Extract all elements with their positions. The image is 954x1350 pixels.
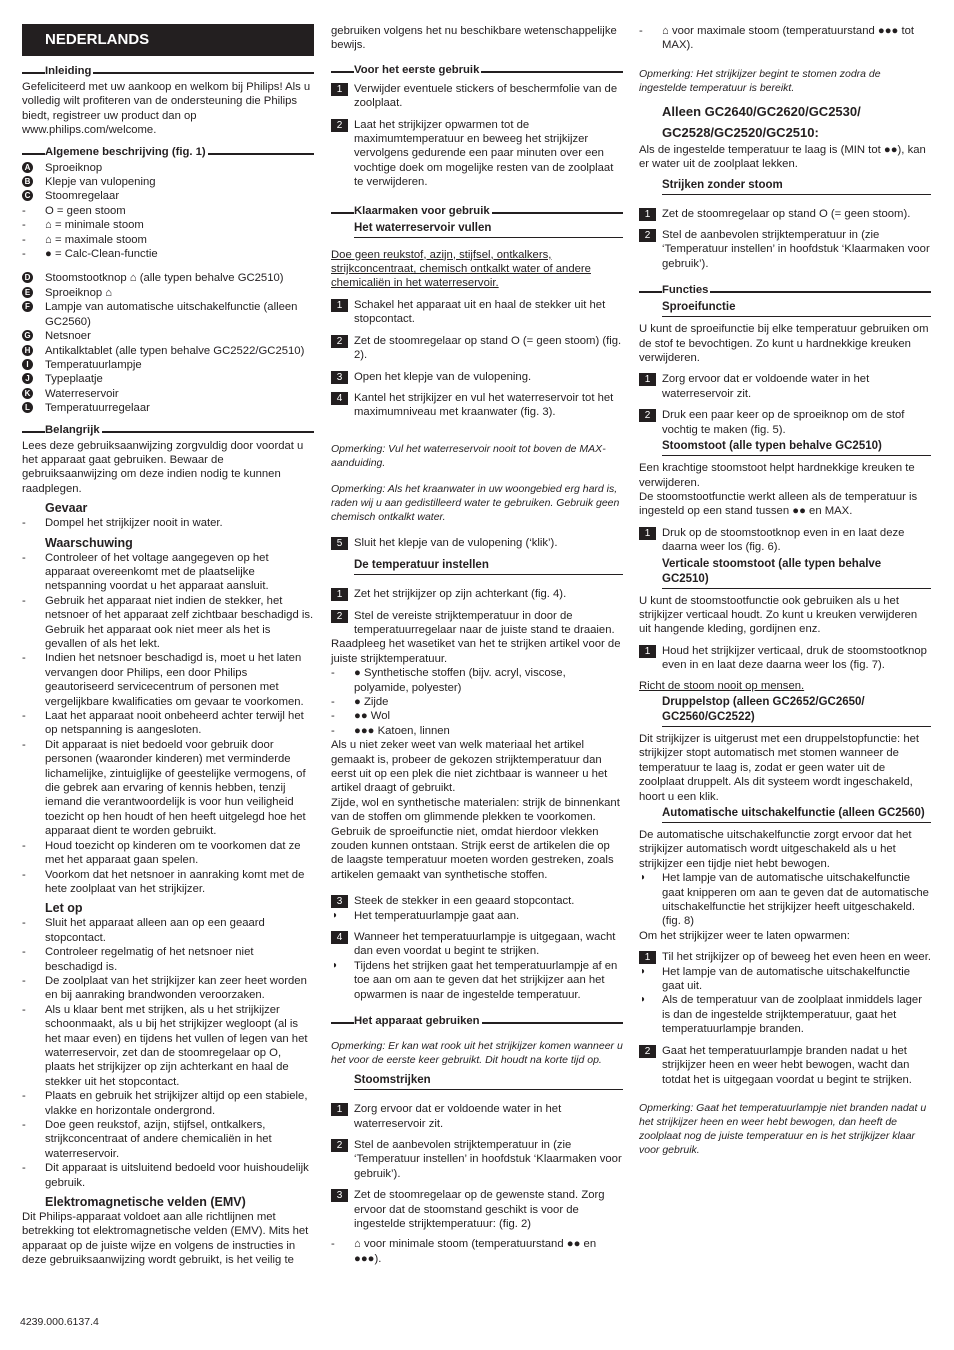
subheading-fill: Het waterreservoir vullen (354, 221, 623, 238)
subheading-steam: Stoomstrijken (354, 1073, 623, 1090)
letter-j-icon: J (22, 373, 33, 384)
emf-text-continued: gebruiken volgens het nu beschikbare wetenschappelijke bewijs. (331, 25, 617, 52)
step-number: 2 (331, 335, 348, 348)
temp-text: Raadpleeg het wasetiket van het te strijken artikel voor de juiste strijktemperatuur. (331, 638, 621, 665)
step: 2 Stel de vereiste strijktemperatuur in door de temperatuurregelaar naar de juiste stand te draaien. (331, 609, 623, 638)
step: 1 Verwijder eventuele stickers of beschermfolie van de zoolplaat. (331, 82, 623, 111)
list-item: - De zoolplaat van het strijkijzer kan zeer heet worden en bij aanraking brandwonden veroorzaken. (22, 974, 314, 1003)
step: 1 Zet de stoomregelaar op stand O (= geen stoom). (639, 207, 931, 221)
step: 1 Til het strijkijzer op of beweeg het even heen en weer. (639, 950, 931, 964)
list-item: H Antikalktablet (alle typen behalve GC2522/GC2510) (22, 344, 314, 358)
step-number: 1 (639, 208, 656, 221)
list-item: - ⌂ = minimale stoom (22, 218, 314, 232)
emf-text: Dit Philips-apparaat voldoet aan alle richtlijnen met betrekking tot elektromagnetische velden (EMV). Mits het apparaat op de juiste wijze en volgens de instructies in deze gebruiksaanwijzing wordt gebruikt, is het veilig te (22, 1211, 309, 1267)
temp-text: Zijde, wol en synthetische materialen: strijk de binnenkant van de stoffen om glimmende plekken te voorkomen. Gebruik de sproeifunctie niet, omdat hierdoor vlekken zouden kunnen ontstaan. Strijk eerst de artikelen die op de laagste temperatuur moeten worden gestreken, zoals artikelen gemaakt van synthetische stoffen. (331, 796, 620, 881)
step-number: 1 (639, 645, 656, 658)
fill-warning: Doe geen reukstof, azijn, stijfsel, ontkalkers, strijkconcentraat, chemisch ontkalkt water of andere chemicaliën in het waterreservoir. (331, 248, 591, 290)
step: 3 Open het klepje van de vulopening. (331, 370, 623, 384)
list-item: J Typeplaatje (22, 372, 314, 386)
letter-g-icon: G (22, 330, 33, 341)
list-item: - Als u klaar bent met strijken, als u het strijkijzer schoonmaakt, als u bij het strijkijzer wegloopt (al is het maar even) en tijdens het vullen of legen van het waterreservoir, zet dan de stoomregelaar op O, plaats het strijkijzer op zijn achterkant en haal de stekker uit het stopcontact. (22, 1003, 314, 1089)
step-number: 1 (331, 588, 348, 601)
subheading-drip-stop: Druppelstop (alleen GC2652/GC2650/ GC2560/GC2522) (662, 695, 931, 727)
list-item: - ⌂ = maximale stoom (22, 233, 314, 247)
step-number: 2 (639, 1045, 656, 1058)
step: 1 Zet het strijkijzer op zijn achterkant (fig. 4). (331, 587, 623, 601)
drip-stop-text: Dit strijkijzer is uitgerust met een druppelstopfunctie: het strijkijzer stopt automatisch met stomen wanneer de temperatuur te laag is, zodat er geen water uit de zoolplaat druppelt. Als dit systeem wordt ingeschakeld, hoort u een klik. (639, 732, 920, 803)
section-heading-general: Algemene beschrijving (fig. 1) (22, 145, 314, 160)
list-item: - ⌂ voor maximale stoom (temperatuurstand ●●● tot MAX). (639, 24, 931, 53)
step-number: 1 (639, 527, 656, 540)
list-item: - Dit apparaat is niet bedoeld voor gebruik door personen (waaronder kinderen) met verminderde lichamelijke, zintuiglijke of geestelijke vermogens, of die gebrek aan ervaring of kennis hebben, tenzij iemand die verantwoordelijk is voor hun veiligheid toezicht op hen houdt of hen heeft uitgelegd hoe het apparaat dient te worden gebruikt. (22, 738, 314, 839)
list-item: - Indien het netsnoer beschadigd is, moet u het laten vervangen door Philips, een door Philips geautoriseerd servicecentrum of personen met vergelijkbare kwalificaties om gevaar te voorkomen. (22, 651, 314, 709)
note: Opmerking: Als het kraanwater in uw woongebied erg hard is, raden wij u aan gedistilleerd water te gebruiken. Gebruik geen chemisch ontkalkt water. (331, 482, 620, 523)
burst-text: De stoomstootfunctie werkt alleen als de temperatuur is ingesteld op een stand tussen ●● en MAX. (639, 490, 918, 518)
letter-k-icon: K (22, 388, 33, 399)
result-item: ◗ Het lampje van de automatische uitschakelfunctie gaat knipperen om aan te geven dat de automatische uitschakelfunctie het strijkijzer heeft uitgeschakeld. (fig. 8) (639, 871, 931, 929)
step-number: 2 (331, 119, 348, 132)
models-heading: Alleen GC2640/GC2620/GC2530/ GC2528/GC2520/GC2510: (662, 103, 861, 140)
subheading-burst: Stoomstoot (alle typen behalve GC2510) (662, 439, 931, 456)
letter-b-icon: B (22, 176, 33, 187)
step: 1 Druk op de stoomstootknop even in en laat deze daarna weer los (fig. 6). (639, 526, 931, 555)
result-item: ◗ Als de temperatuur van de zoolplaat inmiddels lager is dan de ingestelde strijktemperatuur, gaat het temperatuurlampje branden. (639, 993, 931, 1036)
section-heading-use: Het apparaat gebruiken (331, 1014, 623, 1029)
step-number: 1 (331, 299, 348, 312)
temp-text: Als u niet zeker weet van welk materiaal het artikel gemaakt is, probeer de gekozen strijktemperatuur dan eerst uit op een plek die niet zichtbaar is wanneer u het artikel draagt of gebruikt. (331, 739, 608, 795)
warning-heading: Waarschuwing (45, 535, 133, 550)
step: 4 Wanneer het temperatuurlampje is uitgegaan, wacht dan even voordat u begint te strijken. (331, 930, 623, 959)
list-item: - Dit apparaat is uitsluitend bedoeld voor huishoudelijk gebruik. (22, 1161, 314, 1190)
result-item: ◗ Tijdens het strijken gaat het temperatuurlampje af en toe aan om aan te geven dat het strijkijzer aan het opwarmen is naar de ingestelde temperatuur. (331, 959, 623, 1002)
step-number: 3 (331, 1189, 348, 1202)
section-heading-functions: Functies (639, 283, 931, 298)
intro-text: Gefeliciteerd met uw aankoop en welkom bij Philips! Als u volledig wilt profiteren van de ondersteuning die Philips biedt, registreer uw product dan op www.philips.com/welcome. (22, 81, 311, 137)
list-item: - Houd toezicht op kinderen om te voorkomen dat ze met het apparaat gaan spelen. (22, 839, 314, 868)
step-number: 4 (331, 392, 348, 405)
list-item: - Doe geen reukstof, azijn, stijfsel, ontkalkers, strijkconcentraat of andere chemicaliën in het waterreservoir. (22, 1118, 314, 1161)
letter-i-icon: I (22, 359, 33, 370)
list-item: D Stoomstootknop ⌂ (alle typen behalve GC2510) (22, 271, 314, 285)
result-item: ◗ Het temperatuurlampje gaat aan. (331, 909, 623, 923)
list-item: - ●● Wol (331, 709, 623, 723)
burst-text: Een krachtige stoomstoot helpt hardnekkige kreuken te verwijderen. (639, 462, 915, 489)
step-number: 2 (639, 229, 656, 242)
list-item: - ●●● Katoen, linnen (331, 724, 623, 738)
caution-heading: Let op (45, 901, 83, 916)
result-item: ◗ Het lampje van de automatische uitschakelfunctie gaat uit. (639, 965, 931, 994)
step-number: 1 (331, 83, 348, 96)
subheading-vertical-burst: Verticale stoomstoot (alle typen behalve GC2510) (662, 557, 931, 589)
vertical-burst-text: U kunt de stoomstootfunctie ook gebruiken als u het strijkijzer verticaal houdt. Zo kunt u kreuken verwijderen uit hangende kleding, gordijnen enz. (639, 594, 918, 636)
section-heading-prep: Klaarmaken voor gebruik (331, 204, 623, 219)
danger-heading: Gevaar (45, 501, 88, 516)
step: 1 Zorg ervoor dat er voldoende water in het waterreservoir zit. (639, 372, 931, 401)
list-item: - Laat het apparaat nooit onbeheerd achter terwijl het op netspanning is aangesloten. (22, 709, 314, 738)
subheading-nosteam: Strijken zonder stoom (662, 178, 931, 195)
auto-off-text: Om het strijkijzer weer te laten opwarmen: (639, 929, 850, 942)
step-number: 1 (639, 951, 656, 964)
letter-h-icon: H (22, 345, 33, 356)
column-3 (639, 24, 931, 1169)
step-number: 2 (331, 1139, 348, 1152)
steam-warning: Richt de stoom nooit op mensen. (639, 679, 805, 692)
note: Opmerking: Vul het waterreservoir nooit tot boven de MAX-aanduiding. (331, 442, 606, 469)
auto-off-text: De automatische uitschakelfunctie zorgt ervoor dat het strijkijzer automatisch wordt uitgeschakeld als u het strijkijzer een tijdje niet hebt bewogen. (639, 829, 912, 870)
list-item: - Gebruik het apparaat niet indien de stekker, het netsnoer of het apparaat zelf zichtbaar beschadigd is. Gebruik het apparaat ook niet meer als het is gevallen of als het lekt. (22, 594, 314, 652)
spray-text: U kunt de sproeifunctie bij elke temperatuur gebruiken om de stof te bevochtigen. Zo kunt u hardnekkige kreuken verwijderen. (639, 323, 929, 365)
list-item: A Sproeiknop (22, 161, 314, 175)
step: 2 Stel de aanbevolen strijktemperatuur in (zie ‘Temperatuur instellen’ in hoofdstuk ‘Klaarmaken voor gebruik’). (331, 1138, 623, 1181)
step: 1 Zorg ervoor dat er voldoende water in het waterreservoir zit. (331, 1102, 623, 1131)
document-code: 4239.000.6137.4 (20, 1316, 99, 1328)
list-item: F Lampje van automatische uitschakelfunctie (alleen GC2560) (22, 300, 314, 329)
note: Opmerking: Gaat het temperatuurlampje niet branden nadat u het strijkijzer heen en weer hebt bewogen, dan heeft de zoolplaat nog de juiste temperatuur en is het strijkijzer klaar voor gebruik. (639, 1101, 927, 1156)
note: Opmerking: Het strijkijzer begint te stomen zodra de ingestelde temperatuur is bereikt. (639, 67, 881, 94)
subheading-auto-off: Automatische uitschakelfunctie (alleen GC2560) (662, 806, 931, 823)
section-heading-intro: Inleiding (22, 64, 314, 79)
section-heading-important: Belangrijk (22, 423, 314, 438)
list-item: - Voorkom dat het netsnoer in aanraking komt met de hete zoolplaat van het strijkijzer. (22, 868, 314, 897)
list-item: - ⌂ voor minimale stoom (temperatuurstand ●● en ●●●). (331, 1237, 623, 1266)
letter-a-icon: A (22, 162, 33, 173)
list-item: I Temperatuurlampje (22, 358, 314, 372)
section-heading-first-use: Voor het eerste gebruik (331, 63, 623, 78)
list-item: - Controleer regelmatig of het netsnoer niet beschadigd is. (22, 945, 314, 974)
step: 3 Zet de stoomregelaar op de gewenste stand. Zorg ervoor dat de stoomstand geschikt is voor de ingestelde strijktemperatuur: (fig. 2) (331, 1188, 623, 1231)
column-1 (22, 24, 314, 1268)
step: 4 Kantel het strijkijzer en vul het waterreservoir tot het maximumniveau met kraanwater (fig. 3). (331, 391, 623, 420)
list-item: - O = geen stoom (22, 204, 314, 218)
step: 2 Druk een paar keer op de sproeiknop om de stof vochtig te maken (fig. 5). (639, 408, 931, 437)
subheading-spray: Sproeifunctie (662, 300, 931, 317)
step: 5 Sluit het klepje van de vulopening (‘klik’). (331, 536, 623, 550)
list-item: - Dompel het strijkijzer nooit in water. (22, 516, 314, 530)
step: 3 Steek de stekker in een geaard stopcontact. (331, 894, 623, 908)
list-item: C Stoomregelaar (22, 189, 314, 203)
step-number: 2 (639, 409, 656, 422)
step-number: 5 (331, 537, 348, 550)
list-item: L Temperatuurregelaar (22, 401, 314, 415)
column-2 (331, 24, 623, 1266)
list-item: - Plaats en gebruik het strijkijzer altijd op een stabiele, vlakke en horizontale ondergrond. (22, 1089, 314, 1118)
step: 2 Gaat het temperatuurlampje branden nadat u het strijkijzer heen en weer hebt bewogen, wacht dan totdat het is uitgegaan voordat u begint te strijken. (639, 1044, 931, 1087)
list-item: - ● = Calc-Clean-functie (22, 247, 314, 261)
step-number: 1 (331, 1103, 348, 1116)
emf-heading: Elektromagnetische velden (EMV) (45, 1195, 246, 1210)
list-item: K Waterreservoir (22, 387, 314, 401)
step: 1 Houd het strijkijzer verticaal, druk de stoomstootknop even in en laat deze daarna weer los (fig. 7). (639, 644, 931, 673)
list-item: E Sproeiknop ⌂ (22, 286, 314, 300)
important-text: Lees deze gebruiksaanwijzing zorgvuldig door voordat u het apparaat gaat gebruiken. Bewaar de gebruiksaanwijzing om deze indien nodig te kunnen raadplegen. (22, 439, 304, 495)
step-number: 2 (331, 610, 348, 623)
subheading-temp: De temperatuur instellen (354, 558, 623, 575)
step-number: 3 (331, 895, 348, 908)
list-item: - Controleer of het voltage aangegeven op het apparaat overeenkomt met de plaatselijke netspanning voordat u het apparaat aansluit. (22, 551, 314, 594)
step-number: 3 (331, 371, 348, 384)
step: 1 Schakel het apparaat uit en haal de stekker uit het stopcontact. (331, 298, 623, 327)
letter-f-icon: F (22, 301, 33, 312)
step-number: 4 (331, 931, 348, 944)
letter-c-icon: C (22, 190, 33, 201)
step: 2 Zet de stoomregelaar op stand O (= geen stoom) (fig. 2). (331, 334, 623, 363)
list-item: - Sluit het apparaat alleen aan op een geaard stopcontact. (22, 916, 314, 945)
models-text: Als de ingestelde temperatuur te laag is (MIN tot ●●), kan er water uit de zoolplaat lekken. (639, 143, 926, 171)
step-number: 1 (639, 373, 656, 386)
list-item: - ● Zijde (331, 695, 623, 709)
letter-l-icon: L (22, 402, 33, 413)
letter-d-icon: D (22, 272, 33, 283)
list-item: B Klepje van vulopening (22, 175, 314, 189)
note: Opmerking: Er kan wat rook uit het strijkijzer komen wanneer u het voor de eerste keer gebruikt. Dit houdt na korte tijd op. (331, 1040, 623, 1067)
letter-e-icon: E (22, 287, 33, 298)
parts-list (22, 161, 314, 416)
list-item: G Netsnoer (22, 329, 314, 343)
step: 2 Stel de aanbevolen strijktemperatuur in (zie ‘Temperatuur instellen’ in hoofdstuk ‘Klaarmaken voor gebruik’). (639, 228, 931, 271)
list-item: - ● Synthetische stoffen (bijv. acryl, viscose, polyamide, polyester) (331, 666, 623, 695)
step: 2 Laat het strijkijzer opwarmen tot de maximumtemperatuur en beweeg het strijkijzer vervolgens gedurende een paar minuten over een vochtige doek om mogelijke resten van de zoolplaat te verwijderen. (331, 118, 623, 190)
language-heading: NEDERLANDS (22, 24, 314, 56)
